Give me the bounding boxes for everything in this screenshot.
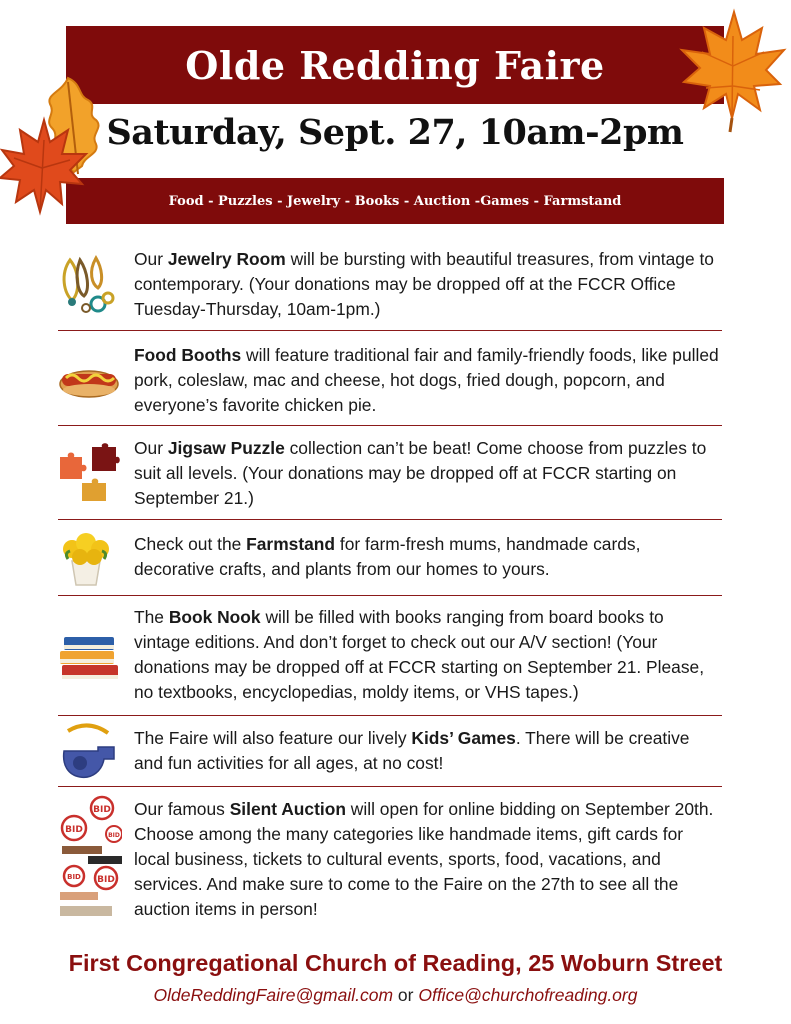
divider: [58, 330, 722, 331]
divider: [58, 715, 722, 716]
books-icon: [58, 625, 124, 685]
maple-leaf-icon: [676, 6, 791, 136]
section-text: Food Booths will feature traditional fair and family-friendly foods, like pulled pork, coleslaw, mac and cheese, hot dogs, fried dough, popcorn, and everyone’s favorite chicken pie.: [134, 344, 719, 415]
section-kids-games: [58, 720, 722, 782]
email-link-office[interactable]: Office@churchofreading.org: [418, 985, 638, 1005]
title-banner: [66, 26, 724, 104]
flower-pot-icon: [58, 527, 124, 587]
categories-banner: [66, 178, 724, 224]
bid-label: BID: [93, 805, 111, 815]
or-text: or: [397, 985, 414, 1005]
bid-label: BID: [67, 873, 81, 881]
divider: [58, 595, 722, 596]
categories-text: Food - Puzzles - Jewelry - Books - Auction -Games - Farmstand: [168, 193, 622, 209]
section-heading: Food Booths: [134, 344, 242, 365]
section-farmstand: [58, 526, 722, 588]
section-puzzle: [58, 430, 722, 516]
section-heading: Book Nook: [168, 607, 261, 627]
bid-label: BID: [108, 832, 120, 839]
section-heading: Jigsaw Puzzle: [167, 437, 285, 458]
section-jewelry: [58, 240, 722, 328]
section-food: [58, 336, 722, 424]
email-link-faire[interactable]: OldeReddingFaire@gmail.com: [153, 985, 394, 1005]
bid-paddles-icon: [58, 794, 124, 924]
bid-label: BID: [97, 875, 115, 885]
section-text: The Faire will also feature our lively Kids’ Games. There will be creative and fun activities for all ages, at no cost!: [134, 728, 690, 773]
section-heading: Silent Auction: [229, 798, 346, 819]
divider: [58, 519, 722, 520]
page-title: Olde Redding Faire: [185, 42, 605, 88]
whistle-icon: [58, 721, 124, 781]
divider: [58, 786, 722, 787]
jewelry-icon: [58, 254, 124, 314]
section-heading: Kids’ Games: [411, 728, 516, 748]
section-text: Our Jewelry Room will be bursting with beautiful treasures, from vintage to contemporary. (Your donations may be dropped off at the FCCR Office Tuesday-Thursday, 10am-1pm.): [134, 248, 714, 319]
section-text: Check out the Farmstand for farm-fresh mums, handmade cards, decorative crafts, and plants from our homes to yours.: [134, 534, 641, 579]
hot-dog-icon: [58, 350, 124, 410]
section-text: Our famous Silent Auction will open for online bidding on September 20th. Choose among the many categories like handmade items, gift cards for local business, tickets to cultural events, sports, food, vacations, and services. And make sure to come to the Faire on the 27th to see all the auction items in person!: [134, 798, 714, 919]
bid-label: BID: [65, 825, 83, 835]
section-book-nook: [58, 600, 722, 710]
church-address: First Congregational Church of Reading, 25 Woburn Street: [68, 950, 723, 976]
puzzle-icon: [58, 443, 124, 503]
section-heading: Jewelry Room: [167, 248, 286, 269]
section-text: Our Jigsaw Puzzle collection can’t be beat! Come choose from puzzles to suit all levels. (Your donations may be dropped off at FCCR starting on September 21.): [134, 437, 707, 508]
section-heading: Farmstand: [246, 534, 336, 554]
event-date: Saturday, Sept. 27, 10am-2pm: [106, 112, 684, 153]
section-text: The Book Nook will be filled with books ranging from board books to vintage editions. And don’t forget to check out our A/V section! (Your donations may be dropped off at FCCR starting on September 21. Please, no textbooks, encyclopedias, moldy items, or VHS tapes.): [134, 607, 705, 702]
red-leaf-icon: [0, 116, 90, 216]
divider: [58, 425, 722, 426]
contact-line: [0, 985, 791, 1006]
section-silent-auction: [58, 792, 722, 926]
